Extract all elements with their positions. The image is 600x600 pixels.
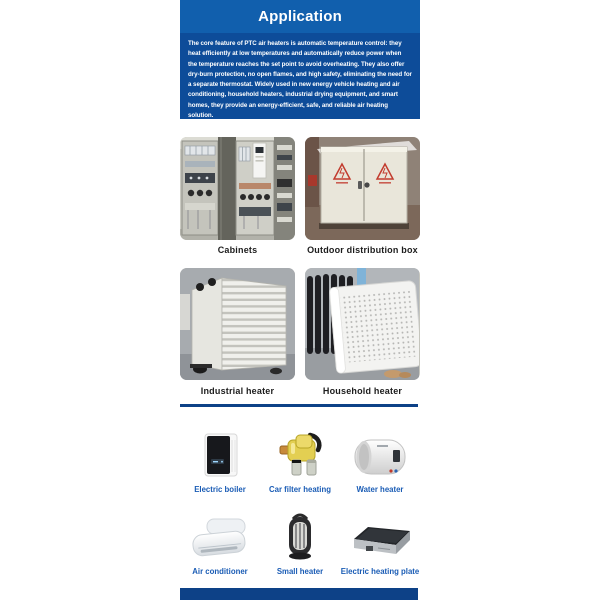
product-label-car-filter-heating: Car filter heating <box>269 485 331 494</box>
electric-heating-plate-icon <box>346 508 414 560</box>
intro-panel <box>180 33 420 119</box>
product-car-filter-heating <box>260 431 340 494</box>
bottom-accent-bar <box>180 588 418 600</box>
page-title: Application <box>258 8 342 25</box>
product-label-electric-boiler: Electric boiler <box>194 485 246 494</box>
car-filter-heating-icon <box>276 431 324 478</box>
content-column <box>180 0 420 600</box>
small-heater-icon <box>282 508 318 560</box>
gallery-caption-outdoor-distribution-box: Outdoor distribution box <box>307 245 418 255</box>
product-air-conditioner <box>180 508 260 576</box>
outdoor-distribution-box-photo <box>305 137 420 240</box>
intro-text: The core feature of PTC air heaters is automatic temperature control: they heat efficiently at low temperatures and automatically reduce power when the temperature reaches the set point to avoid overheating. They also offer dry-burn protection, no open flames, and high safety, eliminating the need for a separate thermostat. Widely used in new energy vehicle heating and air conditioning, household heaters, industrial drying equipment, and smart homes, they provide an energy-efficient, safe, and reliable air heating solution. <box>188 40 412 119</box>
household-heater-illustration <box>305 268 419 380</box>
gallery-item-outdoor-distribution-box <box>305 137 420 268</box>
gallery-caption-industrial-heater: Industrial heater <box>200 386 275 396</box>
industrial-heater-photo <box>180 268 295 380</box>
gallery-caption-cabinets: Cabinets <box>217 245 258 255</box>
product-label-air-conditioner: Air conditioner <box>192 567 248 576</box>
product-electric-heating-plate <box>340 508 420 576</box>
application-gallery <box>180 137 420 404</box>
outdoor-box-illustration <box>305 137 420 240</box>
electric-boiler-icon <box>198 431 242 478</box>
product-water-heater <box>340 431 420 494</box>
gallery-caption-household-heater: Household heater <box>322 386 403 396</box>
cabinets-illustration <box>180 137 295 240</box>
industrial-heater-illustration <box>180 268 295 380</box>
gallery-item-household-heater <box>305 268 420 404</box>
household-heater-photo <box>305 268 420 380</box>
gallery-item-cabinets <box>180 137 295 268</box>
electrical-cabinets-photo <box>180 137 295 240</box>
products-grid <box>180 407 420 576</box>
product-label-water-heater: Water heater <box>356 485 404 494</box>
product-electric-boiler <box>180 431 260 494</box>
product-small-heater <box>260 508 340 576</box>
product-label-electric-heating-plate: Electric heating plate <box>340 567 420 576</box>
air-conditioner-icon <box>191 508 249 560</box>
water-heater-icon <box>353 431 407 478</box>
section-header <box>180 0 420 33</box>
gallery-item-industrial-heater <box>180 268 295 404</box>
product-label-small-heater: Small heater <box>276 567 324 576</box>
